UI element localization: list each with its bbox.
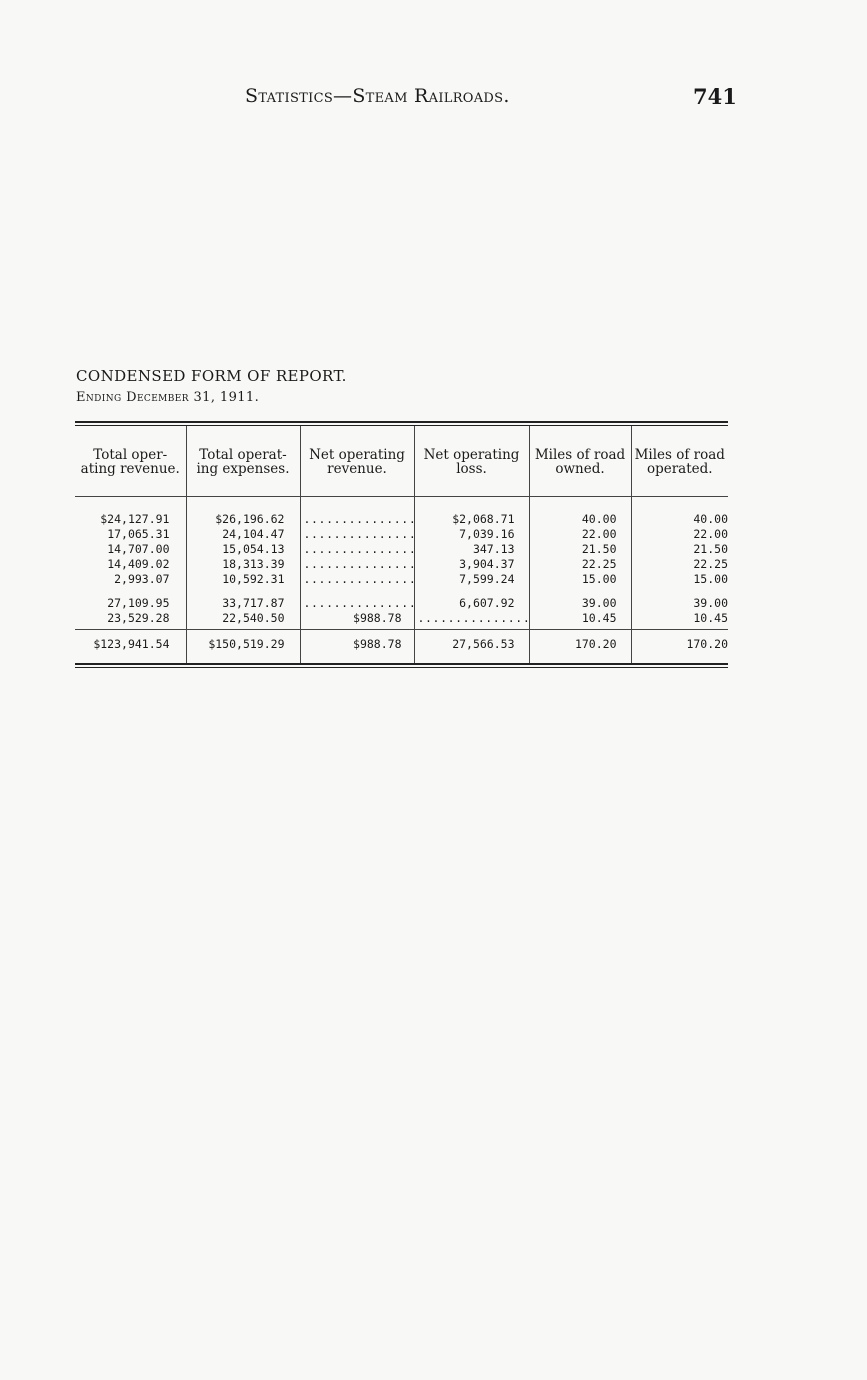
cell: 22.00 bbox=[529, 527, 631, 542]
cell: 17,065.31 bbox=[75, 527, 186, 542]
cell: 24,104.47 bbox=[186, 527, 300, 542]
leader-dots: ............... bbox=[300, 587, 414, 611]
table-row bbox=[75, 572, 728, 587]
total-cell: $988.78 bbox=[300, 630, 414, 664]
total-cell: $123,941.54 bbox=[75, 630, 186, 664]
cell: $2,068.71 bbox=[414, 497, 529, 528]
bottom-double-rule bbox=[75, 663, 728, 668]
section-subtitle: Ending December 31, 1911. bbox=[76, 390, 260, 405]
cell: 23,529.28 bbox=[75, 611, 186, 630]
column-header-total-operating-revenue: Total oper- ating revenue. bbox=[75, 426, 186, 497]
cell: $988.78 bbox=[300, 611, 414, 630]
cell: 10,592.31 bbox=[186, 572, 300, 587]
cell: $24,127.91 bbox=[75, 497, 186, 528]
total-cell: 170.20 bbox=[529, 630, 631, 664]
cell: 22,540.50 bbox=[186, 611, 300, 630]
cell: 21.50 bbox=[529, 542, 631, 557]
cell: 22.25 bbox=[693, 557, 728, 571]
table-row bbox=[75, 587, 728, 611]
column-header-miles-operated: Miles of road operated. bbox=[631, 426, 728, 497]
totals-row bbox=[75, 630, 728, 664]
cell: 347.13 bbox=[414, 542, 529, 557]
cell: 2,993.07 bbox=[75, 572, 186, 587]
total-cell: 170.20 bbox=[631, 630, 728, 664]
report-table bbox=[75, 426, 728, 663]
total-cell: 27,566.53 bbox=[414, 630, 529, 664]
cell: 22.00 bbox=[693, 527, 728, 541]
cell: 6,607.92 bbox=[414, 587, 529, 611]
leader-dots: ............... bbox=[300, 497, 414, 528]
column-header-net-operating-loss: Net operating loss. bbox=[414, 426, 529, 497]
cell: 3,904.37 bbox=[414, 557, 529, 572]
cell: 15,054.13 bbox=[186, 542, 300, 557]
leader-dots: ............... bbox=[414, 611, 529, 630]
cell: 14,409.02 bbox=[75, 557, 186, 572]
cell: 40.00 bbox=[529, 497, 631, 528]
table-header-row bbox=[75, 426, 728, 497]
cell: 40.00 bbox=[693, 512, 728, 526]
cell: 10.45 bbox=[693, 611, 728, 625]
cell: 15.00 bbox=[693, 572, 728, 586]
leader-dots: ............... bbox=[300, 557, 414, 572]
cell: 7,599.24 bbox=[414, 572, 529, 587]
column-header-miles-owned: Miles of road owned. bbox=[529, 426, 631, 497]
cell: 21.50 bbox=[693, 542, 728, 556]
cell: 39.00 bbox=[529, 587, 631, 611]
cell: 14,707.00 bbox=[75, 542, 186, 557]
cell: 39.00 bbox=[693, 596, 728, 610]
leader-dots: ............... bbox=[300, 572, 414, 587]
table-row bbox=[75, 542, 728, 557]
cell: 10.45 bbox=[529, 611, 631, 630]
section-title: CONDENSED FORM OF REPORT. bbox=[76, 367, 347, 385]
report-table-block bbox=[75, 421, 728, 668]
table-row bbox=[75, 497, 728, 528]
leader-dots: ............... bbox=[300, 527, 414, 542]
cell: 33,717.87 bbox=[186, 587, 300, 611]
cell: 27,109.95 bbox=[75, 587, 186, 611]
column-header-net-operating-revenue: Net operating revenue. bbox=[300, 426, 414, 497]
cell: 22.25 bbox=[529, 557, 631, 572]
page-number: 741 bbox=[693, 84, 737, 109]
cell: 15.00 bbox=[529, 572, 631, 587]
table-row bbox=[75, 611, 728, 630]
table-row bbox=[75, 527, 728, 542]
running-head: Statistics—Steam Railroads. bbox=[245, 85, 510, 107]
cell: 18,313.39 bbox=[186, 557, 300, 572]
cell: 7,039.16 bbox=[414, 527, 529, 542]
total-cell: $150,519.29 bbox=[186, 630, 300, 664]
leader-dots: ............... bbox=[300, 542, 414, 557]
cell: $26,196.62 bbox=[186, 497, 300, 528]
column-header-total-operating-expenses: Total operat- ing expenses. bbox=[186, 426, 300, 497]
table-row bbox=[75, 557, 728, 572]
